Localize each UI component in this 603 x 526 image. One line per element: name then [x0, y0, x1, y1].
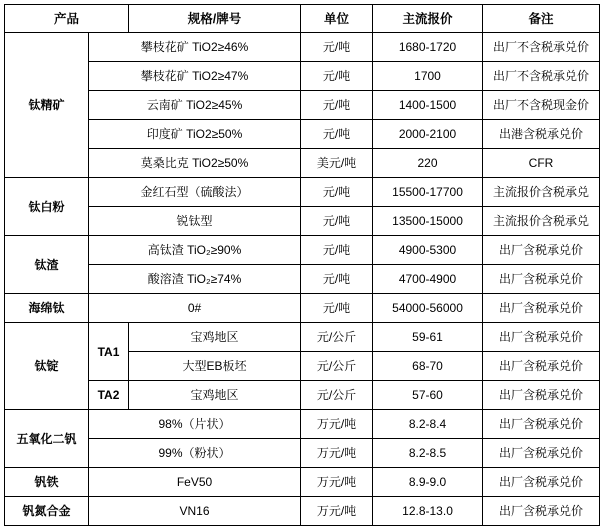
product-category-cell: 五氧化二钒: [5, 410, 89, 468]
note-cell: CFR: [483, 149, 600, 178]
price-cell: 8.9-9.0: [373, 468, 483, 497]
table-row: [5, 62, 600, 91]
price-cell: 57-60: [373, 381, 483, 410]
product-spec-cell: 98%（片状）: [89, 410, 301, 439]
table-header-cell: 规格/牌号: [129, 5, 301, 33]
note-cell: 出厂不含税承兑价: [483, 33, 600, 62]
price-cell: 59-61: [373, 323, 483, 352]
product-spec-cell: 酸溶渣 TiO₂≥74%: [89, 265, 301, 294]
product-category-cell: 钒氮合金: [5, 497, 89, 526]
product-spec-cell: 99%（粉状）: [89, 439, 301, 468]
note-cell: 出港含税承兑价: [483, 120, 600, 149]
table-row: [5, 410, 600, 439]
table-row: [5, 178, 600, 207]
product-spec-cell: 印度矿 TiO2≥50%: [89, 120, 301, 149]
price-cell: 2000-2100: [373, 120, 483, 149]
price-cell: 54000-56000: [373, 294, 483, 323]
price-cell: 1700: [373, 62, 483, 91]
unit-cell: 元/吨: [301, 178, 373, 207]
unit-cell: 万元/吨: [301, 497, 373, 526]
product-spec-cell: 莫桑比克 TiO2≥50%: [89, 149, 301, 178]
unit-cell: 元/公斤: [301, 352, 373, 381]
unit-cell: 元/吨: [301, 236, 373, 265]
price-cell: 4900-5300: [373, 236, 483, 265]
price-cell: 220: [373, 149, 483, 178]
product-category-cell: 钒铁: [5, 468, 89, 497]
unit-cell: 元/公斤: [301, 381, 373, 410]
unit-cell: 元/吨: [301, 120, 373, 149]
note-cell: 出厂含税承兑价: [483, 497, 600, 526]
unit-cell: 美元/吨: [301, 149, 373, 178]
price-table-document: [0, 4, 603, 518]
table-row: [5, 381, 600, 410]
note-cell: 出厂含税承兑价: [483, 468, 600, 497]
table-row: [5, 323, 600, 352]
product-category-cell: 海绵钛: [5, 294, 89, 323]
product-spec-cell: 大型EB板坯: [129, 352, 301, 381]
note-cell: 出厂含税承兑价: [483, 439, 600, 468]
note-cell: 出厂含税承兑价: [483, 381, 600, 410]
unit-cell: 元/吨: [301, 294, 373, 323]
note-cell: 主流报价含税承兑: [483, 178, 600, 207]
note-cell: 出厂不含税承兑价: [483, 62, 600, 91]
product-category-cell: 钛渣: [5, 236, 89, 294]
table-row: [5, 120, 600, 149]
product-spec-cell: 0#: [89, 294, 301, 323]
price-cell: 13500-15000: [373, 207, 483, 236]
product-spec-cell: 锐钛型: [89, 207, 301, 236]
table-row: [5, 468, 600, 497]
unit-cell: 元/吨: [301, 33, 373, 62]
table-row: [5, 207, 600, 236]
price-cell: 8.2-8.4: [373, 410, 483, 439]
unit-cell: 万元/吨: [301, 468, 373, 497]
note-cell: 出厂含税承兑价: [483, 410, 600, 439]
unit-cell: 元/吨: [301, 91, 373, 120]
table-header-cell: 产品: [5, 5, 129, 33]
price-cell: 1400-1500: [373, 91, 483, 120]
price-cell: 1680-1720: [373, 33, 483, 62]
table-row: [5, 439, 600, 468]
product-spec-cell: FeV50: [89, 468, 301, 497]
unit-cell: 万元/吨: [301, 410, 373, 439]
product-spec-cell: 攀枝花矿 TiO2≥46%: [89, 33, 301, 62]
note-cell: 出厂含税承兑价: [483, 265, 600, 294]
unit-cell: 元/吨: [301, 207, 373, 236]
product-grade-cell: TA2: [89, 381, 129, 410]
unit-cell: 元/公斤: [301, 323, 373, 352]
table-row: [5, 149, 600, 178]
product-spec-cell: 金红石型（硫酸法）: [89, 178, 301, 207]
note-cell: 出厂含税承兑价: [483, 294, 600, 323]
unit-cell: 元/吨: [301, 62, 373, 91]
price-cell: 8.2-8.5: [373, 439, 483, 468]
product-spec-cell: 宝鸡地区: [129, 323, 301, 352]
product-category-cell: 钛白粉: [5, 178, 89, 236]
note-cell: 出厂含税承兑价: [483, 236, 600, 265]
product-category-cell: 钛精矿: [5, 33, 89, 178]
product-spec-cell: 宝鸡地区: [129, 381, 301, 410]
product-spec-cell: VN16: [89, 497, 301, 526]
table-header-row: [5, 5, 600, 33]
price-cell: 15500-17700: [373, 178, 483, 207]
table-row: [5, 265, 600, 294]
table-row: [5, 294, 600, 323]
product-spec-cell: 高钛渣 TiO₂≥90%: [89, 236, 301, 265]
unit-cell: 元/吨: [301, 265, 373, 294]
price-cell: 12.8-13.0: [373, 497, 483, 526]
table-row: [5, 33, 600, 62]
table-row: [5, 236, 600, 265]
table-header-cell: 主流报价: [373, 5, 483, 33]
table-row: [5, 91, 600, 120]
product-spec-cell: 云南矿 TiO2≥45%: [89, 91, 301, 120]
table-row: [5, 497, 600, 526]
unit-cell: 万元/吨: [301, 439, 373, 468]
table-header-cell: 单位: [301, 5, 373, 33]
table-header-cell: 备注: [483, 5, 600, 33]
price-cell: 68-70: [373, 352, 483, 381]
product-grade-cell: TA1: [89, 323, 129, 381]
note-cell: 出厂含税承兑价: [483, 323, 600, 352]
note-cell: 出厂含税承兑价: [483, 352, 600, 381]
note-cell: 主流报价含税承兑: [483, 207, 600, 236]
titanium-vanadium-price-table: [4, 4, 600, 526]
product-category-cell: 钛锭: [5, 323, 89, 410]
product-spec-cell: 攀枝花矿 TiO2≥47%: [89, 62, 301, 91]
price-cell: 4700-4900: [373, 265, 483, 294]
note-cell: 出厂不含税现金价: [483, 91, 600, 120]
